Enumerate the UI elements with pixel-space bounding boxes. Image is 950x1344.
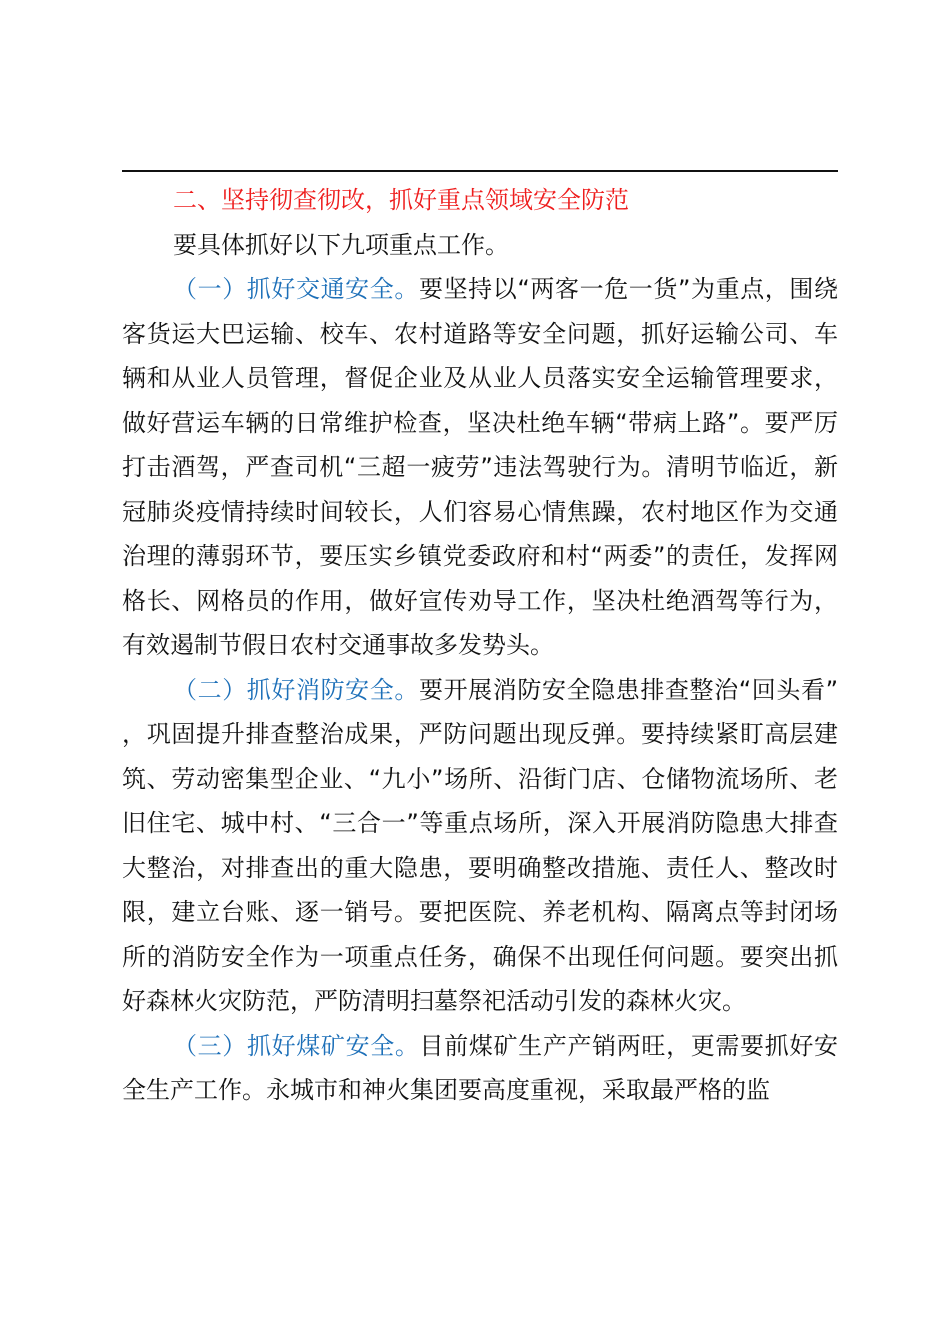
paragraph-text: 要坚持以“两客一危一货”为重点，围绕客货运大巴运输、校车、农村道路等安全问题，抓好运输公司、车辆和从业人员管理，督促企业及从业人员落实安全运输管理要求，做好营运车辆的日常维护检查，坚决杜绝车辆“带病上路”。要严厉打击酒驾，严查司机“三超一疲劳”违法驾驶行为。清明节临近，新冠肺炎疫情持续时间较长，人们容易心情焦躁，农村地区作为交通治理的薄弱环节，要压实乡镇党委政府和村“两委”的责任，发挥网格长、网格员的作用，做好宣传劝导工作，坚决杜绝酒驾等行为，有效遏制节假日农村交通事故多发势头。 — [122, 275, 839, 659]
paragraph-traffic-safety — [122, 267, 838, 668]
subheading-fire-safety: （二）抓好消防安全。 — [173, 675, 419, 704]
section-heading: 二、坚持彻查彻改，抓好重点领域安全防范 — [173, 186, 629, 214]
intro-paragraph: 要具体抓好以下九项重点工作。 — [173, 230, 509, 259]
subheading-traffic-safety: （一）抓好交通安全。 — [173, 275, 419, 303]
subheading-coal-mine-safety: （三）抓好煤矿安全。 — [173, 1031, 420, 1060]
paragraph-coal-mine-safety — [122, 1024, 838, 1113]
paragraph-fire-safety — [122, 668, 838, 1024]
header-rule — [122, 170, 838, 172]
paragraph-text: 目前煤矿生产产销两旺，更需要抓好安全生产工作。永城市和神火集团要高度重视，采取最严格的监 — [122, 1031, 839, 1104]
paragraph-text: 要开展消防安全隐患排查整治“回头看”，巩固提升排查整治成果，严防问题出现反弹。要持续紧盯高层建筑、劳动密集型企业、“九小”场所、沿街门店、仓储物流场所、老旧住宅、城中村、“三合一”等重点场所，深入开展消防隐患大排查大整治，对排查出的重大隐患，要明确整改措施、责任人、整改时限，建立台账、逐一销号。要把医院、养老机构、隔离点等封闭场所的消防安全作为一项重点任务，确保不出现任何问题。要突出抓好森林火灾防范，严防清明扫墓祭祀活动引发的森林火灾。 — [122, 675, 839, 1015]
document-body — [122, 178, 838, 1113]
